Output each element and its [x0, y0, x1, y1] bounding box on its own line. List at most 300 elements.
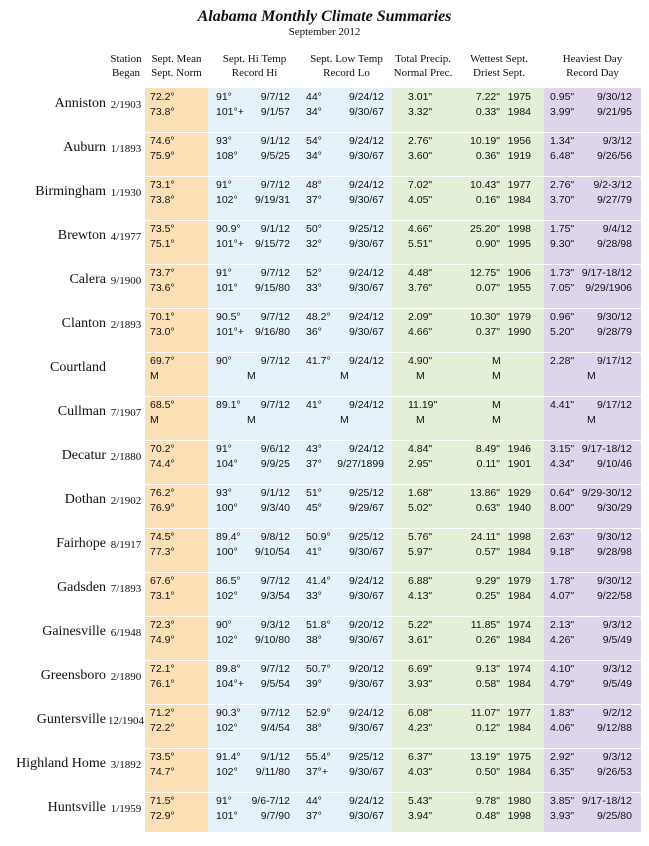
table-row [0, 530, 649, 574]
cell-mean: 72.1° [150, 663, 175, 675]
table-row [0, 618, 649, 662]
cell-lo: 50° [306, 223, 322, 235]
cell-heavy-date: 9/3/12 [602, 619, 632, 631]
cell-rec-day: 4.79" [550, 678, 575, 690]
cell-rec-hi: M [247, 370, 256, 382]
row-divider [145, 396, 641, 397]
cell-hi: 91.4° [216, 751, 241, 763]
cell-rec-lo-date: 9/30/67 [348, 722, 384, 734]
cell-rec-day-date: 9/22/58 [596, 590, 632, 602]
cell-lo-date: 9/24/12 [348, 443, 384, 455]
table-row [0, 662, 649, 706]
station-name: Auburn [63, 140, 106, 155]
cell-heavy: 0.95" [550, 91, 575, 103]
cell-rec-day-date: 9/30/29 [596, 502, 632, 514]
cell-wet-yr: 1975 [507, 91, 531, 103]
cell-hi-date: 9/7/12 [260, 399, 290, 411]
cell-rec-lo-date: 9/30/67 [348, 546, 384, 558]
cell-lo: 55.4° [306, 751, 331, 763]
header-station-line2: Began [111, 67, 141, 79]
cell-rec-hi: 101°+ [216, 106, 244, 118]
cell-rec-lo: M [340, 370, 349, 382]
cell-hi: 91° [216, 267, 232, 279]
cell-rec-hi-date: 9/10/54 [254, 546, 290, 558]
cell-rec-hi-date: 9/11/80 [255, 766, 290, 778]
cell-rec-lo-date: 9/30/67 [348, 282, 384, 294]
cell-rec-day-date: 9/29/1906 [585, 282, 632, 294]
cell-hi-date: 9/1/12 [260, 135, 290, 147]
table-row [0, 574, 649, 618]
cell-norm: 77.3° [150, 546, 175, 558]
cell-heavy: 2.13" [550, 619, 575, 631]
cell-lo: 44° [306, 91, 322, 103]
cell-norm-prec: M [416, 370, 425, 382]
cell-rec-lo: 38° [306, 722, 322, 734]
cell-lo: 52.9° [306, 707, 331, 719]
cell-rec-day: 6.48" [550, 150, 575, 162]
cell-hi: 89.8° [216, 663, 241, 675]
cell-rec-day-date: 9/25/80 [596, 810, 632, 822]
cell-mean: 72.2° [150, 91, 175, 103]
row-divider [145, 220, 641, 221]
cell-hi-date: 9/7/12 [260, 355, 290, 367]
cell-rec-lo: 37°+ [306, 766, 329, 778]
cell-heavy: 3.15" [550, 443, 575, 455]
cell-heavy-date: 9/30/12 [596, 311, 632, 323]
header-station-line1: Station [110, 53, 142, 65]
cell-wet-yr: 1979 [507, 575, 531, 587]
cell-mean: 74.6° [150, 135, 175, 147]
cell-lo-date: 9/25/12 [348, 751, 384, 763]
cell-precip: 3.01" [408, 91, 433, 103]
cell-dry-yr: 1984 [507, 722, 531, 734]
cell-rec-lo: 37° [306, 458, 322, 470]
cell-rec-day: 3.93" [550, 810, 575, 822]
cell-heavy-date: 9/29-30/12 [581, 487, 632, 499]
cell-precip: 4.48" [408, 267, 433, 279]
cell-lo: 51° [306, 487, 322, 499]
cell-dry: 0.48" [475, 810, 500, 822]
header-station [106, 52, 146, 80]
table-row [0, 310, 649, 354]
cell-wet-yr: 1974 [507, 663, 531, 675]
cell-rec-hi-date: 9/4/54 [260, 722, 290, 734]
cell-dry: 0.36" [475, 150, 500, 162]
cell-precip: 1.68" [408, 487, 433, 499]
cell-rec-day-date: 9/28/98 [596, 238, 632, 250]
station-began: 4/1977 [110, 231, 142, 243]
cell-hi-date: 9/7/12 [260, 311, 290, 323]
header-wettest [454, 52, 544, 80]
cell-hi: 90.5° [216, 311, 241, 323]
station-name: Huntsville [47, 800, 106, 815]
cell-norm-prec: 3.32" [408, 106, 433, 118]
station-name: Decatur [61, 448, 106, 463]
cell-lo: 54° [306, 135, 322, 147]
cell-rec-hi: 104° [216, 458, 238, 470]
cell-mean: 70.1° [150, 311, 175, 323]
cell-hi: 91° [216, 443, 232, 455]
cell-heavy-date: 9/2-3/12 [593, 179, 632, 191]
table-row [0, 354, 649, 398]
cell-wet-yr: 1929 [507, 487, 531, 499]
cell-rec-day-date: 9/26/53 [596, 766, 632, 778]
table-row [0, 178, 649, 222]
header-hi-line1: Sept. Hi Temp [222, 53, 287, 65]
row-divider [145, 484, 641, 485]
cell-rec-day-date: 9/21/95 [596, 106, 632, 118]
cell-dry: 0.26" [475, 634, 500, 646]
station-name: Birmingham [35, 184, 106, 199]
station-name: Gadsden [57, 580, 106, 595]
cell-heavy-date: 9/17/12 [596, 399, 632, 411]
cell-hi-date: 9/6/12 [260, 443, 290, 455]
cell-rec-day: M [587, 370, 596, 382]
cell-lo: 48.2° [306, 311, 331, 323]
cell-mean: 73.5° [150, 751, 175, 763]
cell-rec-hi: 102° [216, 722, 238, 734]
cell-wet-yr: 1946 [507, 443, 531, 455]
cell-hi: 91° [216, 795, 232, 807]
cell-hi-date: 9/1/12 [260, 751, 290, 763]
cell-lo-date: 9/24/12 [348, 795, 384, 807]
cell-norm: 74.9° [150, 634, 175, 646]
cell-dry-yr: 1995 [507, 238, 531, 250]
header-heaviest [544, 52, 641, 80]
cell-lo-date: 9/25/12 [348, 223, 384, 235]
station-began: 2/1893 [110, 319, 142, 331]
cell-mean: 73.1° [150, 179, 175, 191]
cell-wet-yr: 1977 [507, 707, 531, 719]
cell-dry-yr: 1990 [507, 326, 531, 338]
station-name: Brewton [57, 228, 106, 243]
cell-rec-day-date: 9/10/46 [596, 458, 632, 470]
cell-mean: 71.5° [150, 795, 175, 807]
cell-lo-date: 9/20/12 [348, 663, 384, 675]
cell-rec-hi-date: 9/19/31 [254, 194, 290, 206]
cell-heavy-date: 9/17-18/12 [581, 795, 632, 807]
row-divider [145, 616, 641, 617]
table-row [0, 90, 649, 134]
row-divider [145, 132, 641, 133]
cell-rec-day: 4.06" [550, 722, 575, 734]
cell-wet: 10.19" [469, 135, 500, 147]
cell-mean: 69.7° [150, 355, 175, 367]
cell-heavy-date: 9/17-18/12 [581, 443, 632, 455]
cell-hi-date: 9/7/12 [260, 91, 290, 103]
station-name: Highland Home [16, 756, 106, 771]
cell-mean: 70.2° [150, 443, 175, 455]
header-mean-line2: Sept. Norm [151, 67, 202, 79]
header-lo-line1: Sept. Low Temp [310, 53, 383, 65]
cell-dry-yr: 1984 [507, 106, 531, 118]
cell-heavy: 0.64" [550, 487, 575, 499]
cell-norm: 76.1° [150, 678, 175, 690]
cell-norm-prec: 4.66" [408, 326, 433, 338]
row-divider [145, 704, 641, 705]
cell-rec-day: 3.99" [550, 106, 575, 118]
cell-lo: 41.7° [306, 355, 331, 367]
cell-hi-date: 9/6-7/12 [251, 795, 290, 807]
cell-hi: 91° [216, 179, 232, 191]
cell-dry: 0.58" [475, 678, 500, 690]
station-began: 6/1948 [110, 627, 142, 639]
cell-wet-yr: 1979 [507, 311, 531, 323]
cell-rec-lo: 33° [306, 282, 322, 294]
station-began: 1/1893 [110, 143, 142, 155]
station-began: 7/1893 [110, 583, 142, 595]
cell-rec-day-date: 9/5/49 [602, 634, 632, 646]
cell-heavy: 1.75" [550, 223, 575, 235]
cell-norm-prec: 4.03" [408, 766, 433, 778]
cell-norm: M [150, 414, 159, 426]
cell-norm: 73.0° [150, 326, 175, 338]
station-name: Courtland [50, 360, 106, 375]
station-began: 9/1900 [110, 275, 142, 287]
row-divider [145, 440, 641, 441]
station-began: 2/1902 [110, 495, 142, 507]
cell-dry: M [492, 370, 501, 382]
cell-mean: 72.3° [150, 619, 175, 631]
cell-heavy: 2.76" [550, 179, 575, 191]
cell-rec-lo-date: 9/30/67 [348, 678, 384, 690]
cell-dry-yr: 1955 [507, 282, 531, 294]
cell-precip: 4.84" [408, 443, 433, 455]
cell-rec-hi: 101°+ [216, 326, 244, 338]
cell-heavy-date: 9/3/12 [602, 751, 632, 763]
station-name: Guntersville [36, 712, 106, 727]
cell-precip: 6.37" [408, 751, 433, 763]
cell-norm-prec: 4.23" [408, 722, 433, 734]
cell-lo: 44° [306, 795, 322, 807]
cell-lo-date: 9/25/12 [348, 487, 384, 499]
cell-lo-date: 9/24/12 [348, 311, 384, 323]
cell-rec-hi-date: 9/5/54 [260, 678, 290, 690]
table-row [0, 750, 649, 794]
cell-wet: 8.49" [475, 443, 500, 455]
cell-rec-lo: 34° [306, 150, 322, 162]
cell-heavy: 2.63" [550, 531, 575, 543]
cell-mean: 73.7° [150, 267, 175, 279]
cell-hi-date: 9/7/12 [260, 575, 290, 587]
cell-heavy: 0.96" [550, 311, 575, 323]
cell-dry: 0.90" [475, 238, 500, 250]
cell-rec-lo-date: 9/30/67 [348, 810, 384, 822]
cell-lo-date: 9/24/12 [348, 179, 384, 191]
cell-heavy-date: 9/17/12 [596, 355, 632, 367]
cell-norm: 75.1° [150, 238, 175, 250]
cell-precip: 4.90" [408, 355, 433, 367]
cell-heavy: 2.28" [550, 355, 575, 367]
cell-heavy-date: 9/4/12 [602, 223, 632, 235]
station-began: 1/1959 [110, 803, 142, 815]
cell-rec-lo: 33° [306, 590, 322, 602]
cell-hi: 91° [216, 91, 232, 103]
cell-rec-day: 6.35" [550, 766, 575, 778]
cell-dry-yr: 1984 [507, 590, 531, 602]
cell-wet: 13.19" [469, 751, 500, 763]
cell-wet: 13.86" [469, 487, 500, 499]
cell-rec-day-date: 9/28/98 [596, 546, 632, 558]
cell-norm: 73.1° [150, 590, 175, 602]
cell-hi-date: 9/3/12 [260, 619, 290, 631]
cell-rec-day: 7.05" [550, 282, 575, 294]
cell-wet-yr: 1977 [507, 179, 531, 191]
row-divider [145, 748, 641, 749]
cell-rec-hi-date: 9/3/40 [260, 502, 290, 514]
cell-heavy-date: 9/3/12 [602, 135, 632, 147]
row-divider [145, 264, 641, 265]
cell-precip: 5.76" [408, 531, 433, 543]
table-row [0, 398, 649, 442]
cell-dry: 0.12" [475, 722, 500, 734]
cell-rec-lo: 37° [306, 810, 322, 822]
cell-rec-hi: 102° [216, 194, 238, 206]
station-name: Anniston [54, 96, 106, 111]
cell-rec-hi-date: 9/10/80 [254, 634, 290, 646]
cell-heavy-date: 9/30/12 [596, 575, 632, 587]
cell-norm-prec: M [416, 414, 425, 426]
cell-rec-day: 4.26" [550, 634, 575, 646]
cell-rec-lo-date: 9/30/67 [348, 150, 384, 162]
cell-wet-yr: 1956 [507, 135, 531, 147]
cell-wet: 10.43" [469, 179, 500, 191]
cell-norm: 75.9° [150, 150, 175, 162]
cell-rec-lo: M [340, 414, 349, 426]
cell-dry-yr: 1984 [507, 546, 531, 558]
cell-dry: 0.37" [475, 326, 500, 338]
station-began: 1/1930 [110, 187, 142, 199]
cell-norm-prec: 4.13" [408, 590, 433, 602]
header-heaviest-line2: Record Day [566, 67, 619, 79]
cell-dry: M [492, 414, 501, 426]
cell-lo-date: 9/24/12 [348, 399, 384, 411]
header-wettest-line2: Driest Sept. [473, 67, 525, 79]
cell-norm: 76.9° [150, 502, 175, 514]
cell-wet-yr: 1980 [507, 795, 531, 807]
station-began: 7/1907 [110, 407, 142, 419]
cell-lo-date: 9/20/12 [348, 619, 384, 631]
cell-hi-date: 9/8/12 [260, 531, 290, 543]
cell-rec-lo-date: 9/29/67 [348, 502, 384, 514]
table-row [0, 442, 649, 486]
cell-heavy: 1.78" [550, 575, 575, 587]
header-heaviest-line1: Heaviest Day [562, 53, 623, 65]
header-lo-line2: Record Lo [323, 67, 370, 79]
cell-rec-hi: 100° [216, 502, 238, 514]
cell-precip: 4.66" [408, 223, 433, 235]
cell-dry-yr: 1984 [507, 634, 531, 646]
cell-wet-yr: 1998 [507, 531, 531, 543]
cell-norm-prec: 4.05" [408, 194, 433, 206]
cell-mean: 74.5° [150, 531, 175, 543]
cell-rec-hi-date: 9/15/72 [254, 238, 290, 250]
cell-hi: 90.3° [216, 707, 241, 719]
cell-lo: 52° [306, 267, 322, 279]
header-precip-line2: Normal Prec. [393, 67, 453, 79]
cell-lo: 43° [306, 443, 322, 455]
cell-norm-prec: 5.51" [408, 238, 433, 250]
cell-rec-day: 9.30" [550, 238, 575, 250]
cell-rec-lo: 36° [306, 326, 322, 338]
cell-rec-lo: 32° [306, 238, 322, 250]
cell-lo-date: 9/24/12 [348, 267, 384, 279]
cell-norm-prec: 3.60" [408, 150, 433, 162]
table-row [0, 134, 649, 178]
cell-precip: 6.69" [408, 663, 433, 675]
station-name: Greensboro [40, 668, 106, 683]
cell-wet-yr: 1974 [507, 619, 531, 631]
cell-dry: 0.63" [475, 502, 500, 514]
cell-rec-day-date: 9/27/79 [596, 194, 632, 206]
table-row [0, 706, 649, 750]
cell-rec-hi-date: 9/16/80 [254, 326, 290, 338]
cell-norm-prec: 5.97" [408, 546, 433, 558]
cell-heavy: 3.85" [550, 795, 575, 807]
cell-hi-date: 9/7/12 [260, 179, 290, 191]
cell-precip: 5.22" [408, 619, 433, 631]
cell-rec-lo: 41° [306, 546, 322, 558]
cell-hi-date: 9/7/12 [260, 267, 290, 279]
cell-rec-lo-date: 9/27/1899 [337, 458, 384, 470]
cell-wet: 11.07" [470, 707, 500, 719]
header-hi-temp [208, 52, 301, 80]
cell-rec-hi-date: 9/15/80 [254, 282, 290, 294]
cell-wet-yr: 1906 [507, 267, 531, 279]
cell-heavy-date: 9/2/12 [602, 707, 632, 719]
row-divider [145, 176, 641, 177]
cell-mean: 71.2° [150, 707, 175, 719]
cell-heavy-date: 9/3/12 [602, 663, 632, 675]
cell-rec-day: M [587, 414, 596, 426]
cell-precip: 6.08" [408, 707, 433, 719]
cell-norm: 73.6° [150, 282, 175, 294]
cell-norm: 74.7° [150, 766, 175, 778]
cell-rec-hi-date: 9/7/90 [260, 810, 290, 822]
cell-norm: 73.8° [150, 194, 175, 206]
table-row [0, 266, 649, 310]
cell-heavy: 2.92" [550, 751, 575, 763]
cell-wet: 25.20" [469, 223, 500, 235]
cell-rec-hi: 108° [216, 150, 238, 162]
cell-wet: M [492, 355, 501, 367]
cell-dry: 0.11" [476, 458, 500, 470]
cell-wet: 12.75" [469, 267, 500, 279]
station-name: Clanton [61, 316, 106, 331]
table-row [0, 222, 649, 266]
cell-norm: M [150, 370, 159, 382]
cell-norm: 73.8° [150, 106, 175, 118]
cell-rec-lo: 39° [306, 678, 322, 690]
cell-dry-yr: 1998 [507, 810, 531, 822]
cell-rec-day: 8.00" [550, 502, 575, 514]
cell-wet: 7.22" [475, 91, 500, 103]
cell-rec-day-date: 9/26/56 [596, 150, 632, 162]
cell-norm: 74.4° [150, 458, 175, 470]
cell-norm-prec: 2.95" [408, 458, 433, 470]
cell-norm: 72.2° [150, 722, 175, 734]
cell-hi-date: 9/7/12 [260, 707, 290, 719]
cell-lo-date: 9/24/12 [348, 135, 384, 147]
cell-precip: 11.19" [408, 399, 438, 411]
cell-precip: 7.02" [408, 179, 433, 191]
cell-hi: 90° [216, 619, 232, 631]
header-precip [392, 52, 454, 80]
cell-rec-hi-date: 9/9/25 [260, 458, 290, 470]
cell-rec-hi: 101° [216, 810, 238, 822]
table-row [0, 794, 649, 838]
cell-rec-lo-date: 9/30/67 [348, 590, 384, 602]
